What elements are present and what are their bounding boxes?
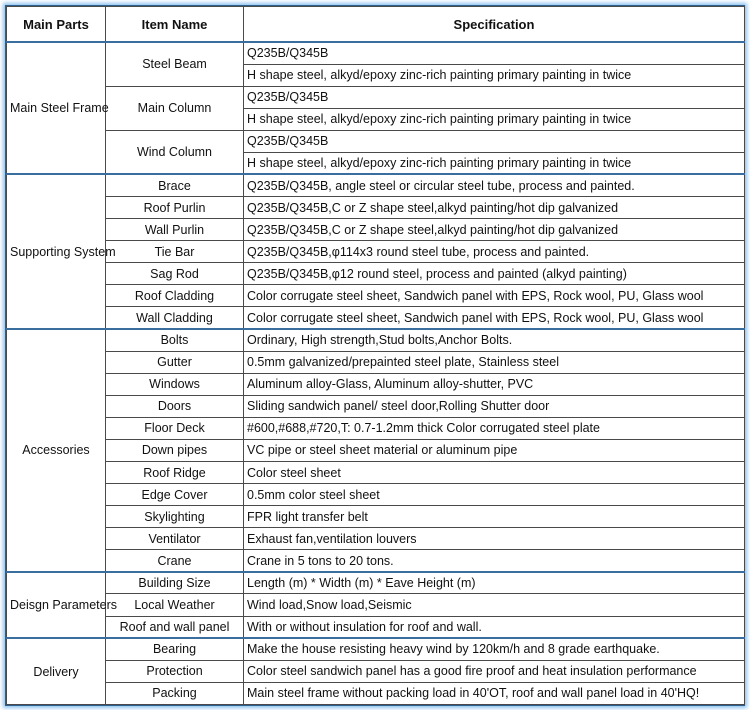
header-item-name: Item Name bbox=[106, 7, 244, 43]
item-name-cell: Down pipes bbox=[106, 439, 244, 461]
spec-cell: Q235B/Q345B bbox=[244, 42, 745, 64]
table-row bbox=[7, 86, 745, 108]
spec-cell: Make the house resisting heavy wind by 120km/h and 8 grade earthquake. bbox=[244, 638, 745, 660]
spec-cell: Length (m) * Width (m) * Eave Height (m) bbox=[244, 572, 745, 594]
table-row bbox=[7, 329, 745, 351]
item-name-cell: Wall Purlin bbox=[106, 219, 244, 241]
item-name-cell: Bearing bbox=[106, 638, 244, 660]
item-wind-column: Wind Column bbox=[106, 130, 244, 174]
item-name-cell: Floor Deck bbox=[106, 417, 244, 439]
table-row bbox=[7, 42, 745, 64]
table-row bbox=[7, 550, 745, 572]
spec-cell: Ordinary, High strength,Stud bolts,Anchor Bolts. bbox=[244, 329, 745, 351]
table-row bbox=[7, 660, 745, 682]
header-specification: Specification bbox=[244, 7, 745, 43]
item-name-cell: Sag Rod bbox=[106, 263, 244, 285]
table-row bbox=[7, 682, 745, 704]
spec-cell: Q235B/Q345B,C or Z shape steel,alkyd painting/hot dip galvanized bbox=[244, 219, 745, 241]
header-row bbox=[7, 7, 745, 43]
spec-cell: 0.5mm color steel sheet bbox=[244, 484, 745, 506]
table-row bbox=[7, 130, 745, 152]
table-row bbox=[7, 395, 745, 417]
spec-cell: Aluminum alloy-Glass, Aluminum alloy-shutter, PVC bbox=[244, 373, 745, 395]
table-row bbox=[7, 373, 745, 395]
table-row bbox=[7, 528, 745, 550]
item-name-cell: Wall Cladding bbox=[106, 307, 244, 329]
item-name-cell: Windows bbox=[106, 373, 244, 395]
item-name-cell: Gutter bbox=[106, 351, 244, 373]
part-supporting-system: Supporting System bbox=[7, 174, 106, 329]
table-row bbox=[7, 417, 745, 439]
item-name-cell: Roof and wall panel bbox=[106, 616, 244, 638]
item-name-cell: Edge Cover bbox=[106, 484, 244, 506]
spec-cell: Color steel sandwich panel has a good fire proof and heat insulation performance bbox=[244, 660, 745, 682]
spec-cell: Color corrugate steel sheet, Sandwich panel with EPS, Rock wool, PU, Glass wool bbox=[244, 307, 745, 329]
item-name-cell: Protection bbox=[106, 660, 244, 682]
item-name-cell: Packing bbox=[106, 682, 244, 704]
table-row bbox=[7, 285, 745, 307]
spec-cell: Sliding sandwich panel/ steel door,Rolling Shutter door bbox=[244, 395, 745, 417]
table-row bbox=[7, 351, 745, 373]
table-row bbox=[7, 439, 745, 461]
spec-cell: Q235B/Q345B, angle steel or circular steel tube, process and painted. bbox=[244, 174, 745, 196]
table-row bbox=[7, 638, 745, 660]
spec-cell: Q235B/Q345B,φ114x3 round steel tube, process and painted. bbox=[244, 241, 745, 263]
item-name-cell: Building Size bbox=[106, 572, 244, 594]
spec-cell: H shape steel, alkyd/epoxy zinc-rich painting primary painting in twice bbox=[244, 108, 745, 130]
spec-cell: Q235B/Q345B,φ12 round steel, process and painted (alkyd painting) bbox=[244, 263, 745, 285]
spec-cell: H shape steel, alkyd/epoxy zinc-rich painting primary painting in twice bbox=[244, 152, 745, 174]
item-name-cell: Local Weather bbox=[106, 594, 244, 616]
spec-cell: Crane in 5 tons to 20 tons. bbox=[244, 550, 745, 572]
spec-cell: Main steel frame without packing load in 40'OT, roof and wall panel load in 40'HQ! bbox=[244, 682, 745, 704]
item-name-cell: Crane bbox=[106, 550, 244, 572]
spec-cell: 0.5mm galvanized/prepainted steel plate, Stainless steel bbox=[244, 351, 745, 373]
spec-cell: FPR light transfer belt bbox=[244, 506, 745, 528]
item-name-cell: Ventilator bbox=[106, 528, 244, 550]
table-row bbox=[7, 241, 745, 263]
spec-cell: Exhaust fan,ventilation louvers bbox=[244, 528, 745, 550]
table-row bbox=[7, 572, 745, 594]
item-name-cell: Tie Bar bbox=[106, 241, 244, 263]
table-row bbox=[7, 174, 745, 196]
part-design-parameters: Deisgn Parameters bbox=[7, 572, 106, 638]
spec-table-frame bbox=[5, 5, 745, 706]
item-name-cell: Brace bbox=[106, 174, 244, 196]
item-name-cell: Doors bbox=[106, 395, 244, 417]
spec-cell: #600,#688,#720,T: 0.7-1.2mm thick Color corrugated steel plate bbox=[244, 417, 745, 439]
item-name-cell: Roof Ridge bbox=[106, 461, 244, 483]
item-main-column: Main Column bbox=[106, 86, 244, 130]
part-delivery: Delivery bbox=[7, 638, 106, 704]
spec-cell: Q235B/Q345B bbox=[244, 86, 745, 108]
table-row bbox=[7, 263, 745, 285]
spec-cell: H shape steel, alkyd/epoxy zinc-rich painting primary painting in twice bbox=[244, 64, 745, 86]
part-accessories: Accessories bbox=[7, 329, 106, 572]
table-row bbox=[7, 594, 745, 616]
item-name-cell: Roof Purlin bbox=[106, 197, 244, 219]
item-steel-beam: Steel Beam bbox=[106, 42, 244, 86]
table-row bbox=[7, 219, 745, 241]
spec-cell: Q235B/Q345B,C or Z shape steel,alkyd painting/hot dip galvanized bbox=[244, 197, 745, 219]
spec-cell: VC pipe or steel sheet material or aluminum pipe bbox=[244, 439, 745, 461]
spec-cell: With or without insulation for roof and wall. bbox=[244, 616, 745, 638]
spec-cell: Color corrugate steel sheet, Sandwich panel with EPS, Rock wool, PU, Glass wool bbox=[244, 285, 745, 307]
table-row bbox=[7, 484, 745, 506]
table-row bbox=[7, 461, 745, 483]
table-row bbox=[7, 307, 745, 329]
item-name-cell: Skylighting bbox=[106, 506, 244, 528]
part-main-steel-frame: Main Steel Frame bbox=[7, 42, 106, 174]
table-row bbox=[7, 616, 745, 638]
table-row bbox=[7, 506, 745, 528]
header-main-parts: Main Parts bbox=[7, 7, 106, 43]
table-row bbox=[7, 197, 745, 219]
spec-cell: Wind load,Snow load,Seismic bbox=[244, 594, 745, 616]
spec-cell: Q235B/Q345B bbox=[244, 130, 745, 152]
item-name-cell: Roof Cladding bbox=[106, 285, 244, 307]
spec-table bbox=[6, 6, 745, 705]
item-name-cell: Bolts bbox=[106, 329, 244, 351]
spec-cell: Color steel sheet bbox=[244, 461, 745, 483]
